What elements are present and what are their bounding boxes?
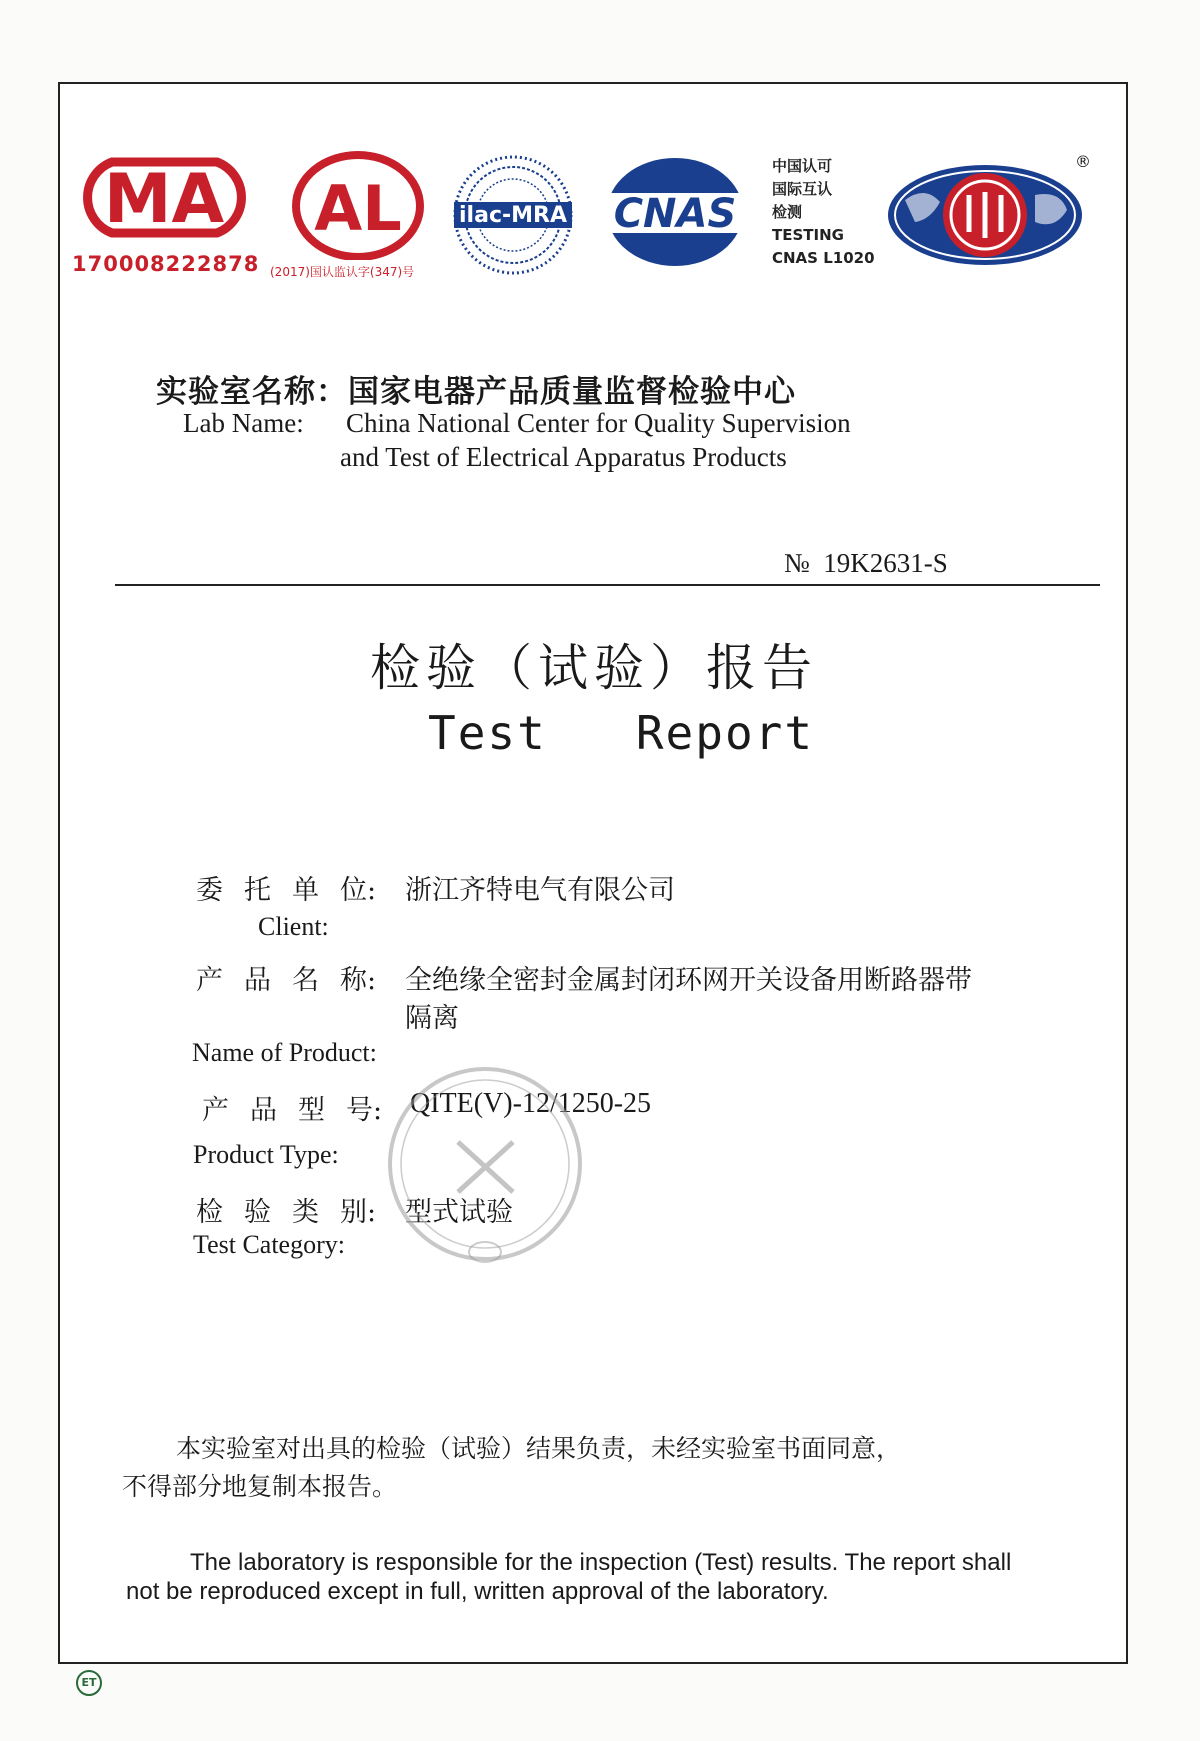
cma-number: 170008222878	[72, 252, 260, 276]
product-name-label-en: Name of Product:	[192, 1038, 377, 1067]
cnas-logo	[600, 155, 750, 275]
lab-name-cn-label: 实验室名称：	[156, 374, 348, 410]
client-value: 浙江齐特电气有限公司	[405, 875, 675, 906]
cnas-logo-text: CNAS	[613, 191, 737, 237]
cnas-line: 中国认可	[772, 157, 833, 175]
cma-logo-text: MA	[103, 160, 225, 239]
ilac-mra-logo	[448, 150, 578, 280]
title-en: Test Report	[428, 706, 815, 760]
header-rule	[115, 584, 1100, 586]
cnas-line: CNAS L1020	[772, 249, 875, 267]
cnas-accreditation-text	[772, 155, 875, 270]
product-type-value: QITE(V)-12/1250-25	[410, 1088, 652, 1119]
cnas-line: 国际互认	[772, 180, 833, 198]
report-number: № 19K2631-S	[784, 548, 948, 578]
test-category-label-cn: 检 验 类 别:	[196, 1197, 377, 1228]
title-cn: 检验（试验）报告	[370, 639, 818, 697]
test-category-label-en: Test Category:	[193, 1230, 345, 1259]
lab-name-en-line1: China National Center for Quality Supervision	[346, 408, 851, 438]
lab-name-cn	[156, 366, 796, 411]
globe-certification-logo	[885, 152, 1095, 275]
lab-name-en-label: Lab Name:	[183, 408, 304, 438]
lab-name-en-line2: and Test of Electrical Apparatus Products	[340, 442, 787, 472]
disclaimer-cn-line1: 本实验室对出具的检验（试验）结果负责，未经实验室书面同意，	[176, 1434, 902, 1463]
cal-number: (2017)国认监认字(347)号	[270, 265, 415, 279]
product-type-label-cn: 产 品 型 号:	[202, 1095, 383, 1126]
disclaimer-en-line2: not be reproduced except in full, written approval of the laboratory.	[126, 1578, 829, 1605]
cma-logo	[72, 150, 260, 276]
cal-logo	[268, 150, 448, 279]
ilac-logo-text: ilac-MRA	[459, 203, 567, 228]
disclaimer-en-line1: The laboratory is responsible for the inspection (Test) results. The report shall	[190, 1549, 1012, 1576]
cnas-line: TESTING	[772, 226, 844, 244]
lab-name-cn-value: 国家电器产品质量监督检验中心	[348, 374, 796, 410]
product-type-label-en: Product Type:	[193, 1140, 339, 1169]
et-mark-icon	[76, 1670, 102, 1696]
test-category-value: 型式试验	[405, 1197, 513, 1228]
registered-mark: ®	[1075, 152, 1091, 171]
client-label-en: Client:	[258, 912, 329, 941]
product-name-value-line1: 全绝缘全密封金属封闭环网开关设备用断路器带	[405, 965, 972, 996]
cnas-line: 检测	[772, 203, 803, 221]
product-name-label-cn: 产 品 名 称:	[196, 965, 377, 996]
client-label-cn: 委 托 单 位:	[196, 875, 377, 906]
et-mark-text: ET	[81, 1676, 97, 1689]
cal-logo-text: AL	[314, 172, 402, 245]
product-name-value-line2: 隔离	[405, 1003, 459, 1034]
disclaimer-cn-line2: 不得部分地复制本报告。	[122, 1472, 398, 1501]
